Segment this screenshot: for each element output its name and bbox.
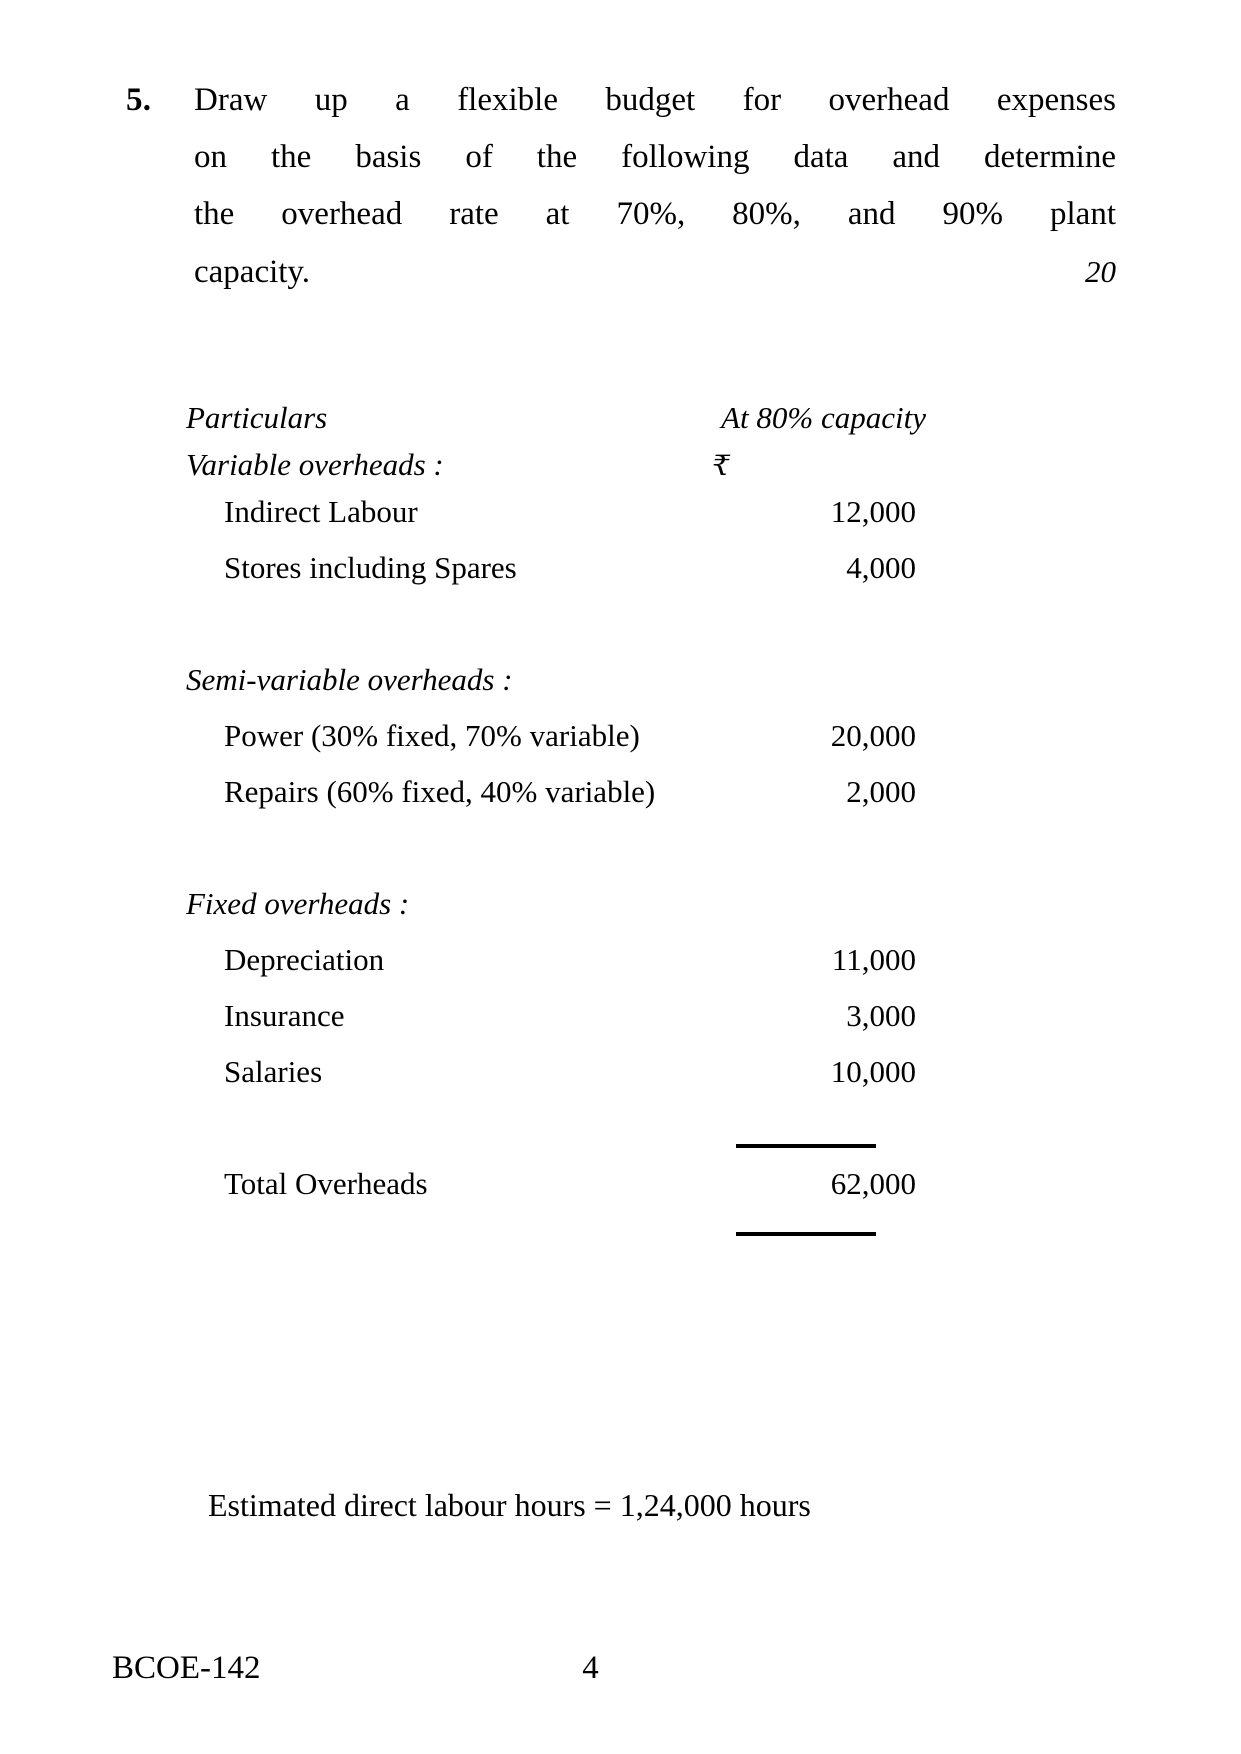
footer-paper-code: BCOE-142 — [112, 1650, 261, 1686]
total-section — [186, 1166, 926, 1222]
total-row — [186, 1166, 926, 1222]
section-spacer — [186, 606, 926, 662]
total-spacer — [186, 1110, 926, 1166]
table-row — [186, 494, 926, 550]
rupee-symbol-icon: ₹ — [712, 451, 730, 482]
section-heading-fixed-row — [186, 886, 926, 942]
row-value-stores-spares: 4,000 — [846, 550, 916, 585]
table-row — [186, 942, 926, 998]
table-row — [186, 774, 926, 830]
question-block — [126, 72, 1116, 301]
row-label-indirect-labour: Indirect Labour — [224, 494, 418, 529]
header-particulars: Particulars — [186, 400, 328, 435]
page-footer — [0, 1650, 1241, 1700]
estimated-labour-hours-note: Estimated direct labour hours = 1,24,000 hours — [208, 1487, 811, 1523]
question-last-line-row — [194, 243, 1116, 301]
question-line-3: the overhead rate at 70%, 80%, and 90% plant — [194, 196, 1116, 232]
question-text — [194, 72, 1116, 301]
section-spacer — [186, 830, 926, 886]
row-label-repairs: Repairs (60% fixed, 40% variable) — [224, 774, 656, 809]
overheads-table — [186, 400, 926, 1222]
header-capacity: At 80% capacity — [721, 400, 926, 435]
row-value-depreciation: 11,000 — [831, 942, 916, 977]
section-heading-fixed: Fixed overheads : — [186, 886, 410, 921]
row-label-power: Power (30% fixed, 70% variable) — [224, 718, 640, 753]
total-value: 62,000 — [830, 1166, 916, 1201]
total-rule-top — [736, 1144, 876, 1148]
total-label: Total Overheads — [224, 1166, 428, 1201]
table-header-row — [186, 400, 926, 447]
table-row — [186, 718, 926, 774]
row-label-insurance: Insurance — [224, 998, 345, 1033]
total-rule-bottom — [736, 1232, 876, 1236]
row-value-insurance: 3,000 — [846, 998, 916, 1033]
section-heading-semivariable: Semi-variable overheads : — [186, 662, 513, 697]
question-number: 5. — [126, 82, 152, 118]
row-value-indirect-labour: 12,000 — [830, 494, 916, 529]
row-label-depreciation: Depreciation — [224, 942, 385, 977]
row-label-salaries: Salaries — [224, 1054, 323, 1089]
section-heading-variable: Variable overheads : — [186, 447, 444, 482]
table-row — [186, 998, 926, 1054]
question-line-2: on the basis of the following data and determine — [194, 139, 1116, 175]
row-value-power: 20,000 — [830, 718, 916, 753]
table-row — [186, 550, 926, 606]
section-heading-variable-row — [186, 447, 926, 494]
row-value-repairs: 2,000 — [846, 774, 916, 809]
table-row — [186, 1054, 926, 1110]
row-value-salaries: 10,000 — [830, 1054, 916, 1089]
row-label-stores-spares: Stores including Spares — [224, 550, 517, 585]
footer-page-number: 4 — [582, 1650, 599, 1686]
section-heading-semivariable-row — [186, 662, 926, 718]
question-line-4: capacity. — [194, 254, 311, 290]
question-line-1: Draw up a flexible budget for overhead expenses — [194, 82, 1116, 118]
marks-value: 20 — [1085, 254, 1116, 289]
question-first-row — [126, 72, 1116, 301]
